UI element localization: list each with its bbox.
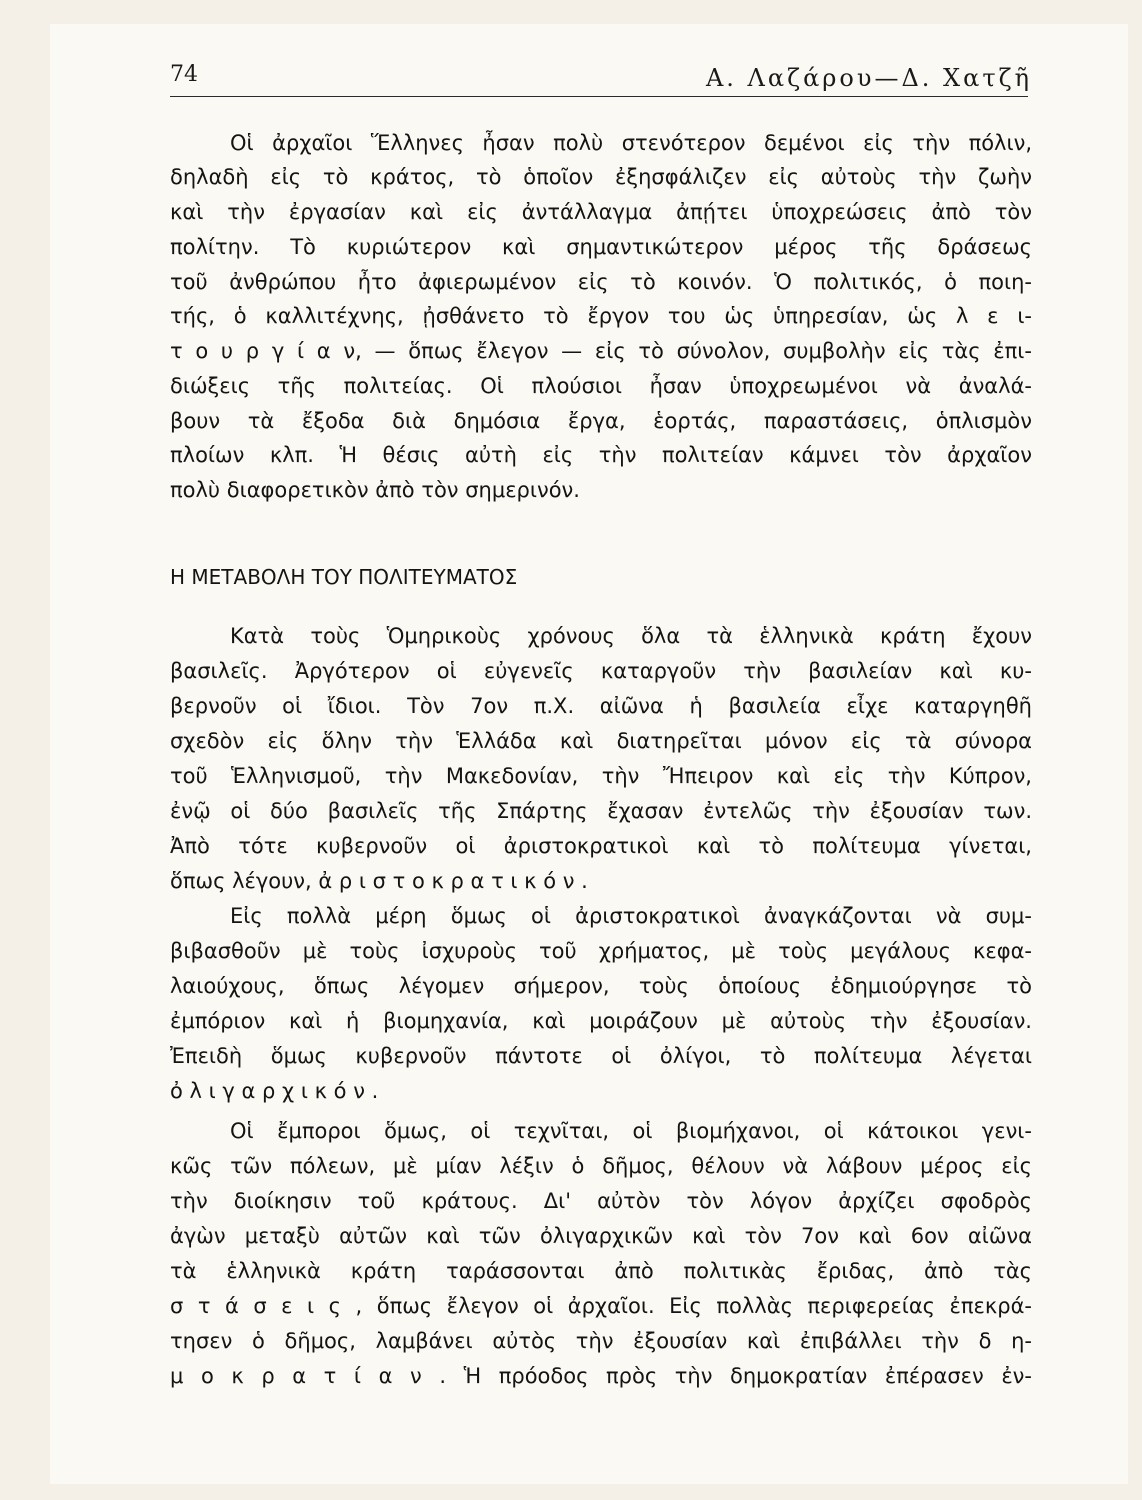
text-line: τής, ὁ καλλιτέχνης, ᾐσθάνετο τὸ ἔργον του ὡς ὑπηρεσίαν, ὡς λ ε ι- — [170, 304, 1032, 328]
text-line: τ ο υ ρ γ ί α ν, — ὅπως ἔλεγον — εἰς τὸ σύνολον, συμβολὴν εἰς τὰς ἐπι- — [170, 339, 1032, 363]
text-line: ἐμπόριον καὶ ἡ βιομηχανία, καὶ μοιράζουν μὲ αὐτοὺς τὴν ἐξουσίαν. — [170, 1009, 1032, 1033]
text-line: βασιλεῖς. Ἀργότερον οἱ εὐγενεῖς καταργοῦν τὴν βασιλείαν καὶ κυ- — [170, 659, 1032, 683]
text-line: βουν τὰ ἔξοδα διὰ δημόσια ἔργα, ἑορτάς, παραστάσεις, ὁπλισμὸν — [170, 409, 1032, 433]
text-line: διώξεις τῆς πολιτείας. Οἱ πλούσιοι ἦσαν ὑποχρεωμένοι νὰ ἀναλά- — [170, 374, 1032, 398]
text-line: πολὺ διαφορετικὸν ἀπὸ τὸν σημερινόν. — [170, 478, 580, 502]
text-line: Ἀπὸ τότε κυβερνοῦν οἱ ἀριστοκρατικοὶ καὶ τὸ πολίτευμα γίνεται, — [170, 834, 1032, 858]
text-line: ὅπως λέγουν, ἀ ρ ι σ τ ο κ ρ α τ ι κ ό ν . — [170, 869, 588, 893]
text-line: Οἱ ἔμποροι ὅμως, οἱ τεχνῖται, οἱ βιομήχανοι, οἱ κάτοικοι γενι- — [230, 1119, 1032, 1143]
text-line: τοῦ Ἑλληνισμοῦ, τὴν Μακεδονίαν, τὴν Ἤπειρον καὶ εἰς τὴν Κύπρον, — [170, 764, 1032, 788]
page-number: 74 — [170, 62, 198, 87]
running-title: Α. Λαζάρου—Δ. Χατζῆ — [705, 64, 1032, 92]
text-line: πολίτην. Τὸ κυριώτερον καὶ σημαντικώτερον μέρος τῆς δράσεως — [170, 235, 1032, 259]
text-line: πλοίων κλπ. Ἡ θέσις αὐτὴ εἰς τὴν πολιτείαν κάμνει τὸν ἀρχαῖον — [170, 443, 1032, 467]
text-line: ἐνῷ οἱ δύο βασιλεῖς τῆς Σπάρτης ἔχασαν ἐντελῶς τὴν ἐξουσίαν των. — [170, 799, 1032, 823]
section-title: Η ΜΕΤΑΒΟΛΗ ΤΟΥ ΠΟΛΙΤΕΥΜΑΤΟΣ — [170, 565, 518, 589]
text-line: Εἰς πολλὰ μέρη ὅμως οἱ ἀριστοκρατικοὶ ἀναγκάζονται νὰ συμ- — [230, 904, 1032, 928]
text-line: τοῦ ἀνθρώπου ἦτο ἀφιερωμένον εἰς τὸ κοινόν. Ὁ πολιτικός, ὁ ποιη- — [170, 270, 1032, 294]
text-line: τησεν ὁ δῆμος, λαμβάνει αὐτὸς τὴν ἐξουσίαν καὶ ἐπιβάλλει τὴν δ η- — [170, 1329, 1032, 1353]
text-line: βιβασθοῦν μὲ τοὺς ἰσχυροὺς τοῦ χρήματος, μὲ τοὺς μεγάλους κεφα- — [170, 939, 1032, 963]
text-line: μ ο κ ρ α τ ί α ν . Ἡ πρόοδος πρὸς τὴν δημοκρατίαν ἐπέρασεν ἐν- — [170, 1364, 1032, 1388]
text-line: λαιούχους, ὅπως λέγομεν σήμερον, τοὺς ὁποίους ἐδημιούργησε τὸ — [170, 974, 1032, 998]
text-line: δηλαδὴ εἰς τὸ κράτος, τὸ ὁποῖον ἐξησφάλιζεν εἰς αὐτοὺς τὴν ζωὴν — [170, 165, 1032, 189]
text-line: κῶς τῶν πόλεων, μὲ μίαν λέξιν ὁ δῆμος, θέλουν νὰ λάβουν μέρος εἰς — [170, 1154, 1032, 1178]
text-line: τὴν διοίκησιν τοῦ κράτους. Δι' αὐτὸν τὸν λόγον ἀρχίζει σφοδρὸς — [170, 1189, 1032, 1213]
text-line: Οἱ ἀρχαῖοι Ἕλληνες ἦσαν πολὺ στενότερον δεμένοι εἰς τὴν πόλιν, — [230, 131, 1032, 155]
text-line: ἀγὼν μεταξὺ αὐτῶν καὶ τῶν ὀλιγαρχικῶν καὶ τὸν 7ον καὶ 6ον αἰῶνα — [170, 1224, 1032, 1248]
text-line: Ἐπειδὴ ὅμως κυβερνοῦν πάντοτε οἱ ὀλίγοι, τὸ πολίτευμα λέγεται — [170, 1044, 1032, 1068]
text-line: καὶ τὴν ἐργασίαν καὶ εἰς ἀντάλλαγμα ἀπῄτει ὑποχρεώσεις ἀπὸ τὸν — [170, 200, 1032, 224]
text-line: ὀ λ ι γ α ρ χ ι κ ό ν . — [170, 1079, 379, 1103]
text-line: τὰ ἑλληνικὰ κράτη ταράσσονται ἀπὸ πολιτικὰς ἔριδας, ἀπὸ τὰς — [170, 1259, 1032, 1283]
text-line: βερνοῦν οἱ ἴδιοι. Τὸν 7ον π.Χ. αἰῶνα ἡ βασιλεία εἶχε καταργηθῆ — [170, 694, 1032, 718]
text-line: σχεδὸν εἰς ὅλην τὴν Ἑλλάδα καὶ διατηρεῖται μόνον εἰς τὰ σύνορα — [170, 729, 1032, 753]
text-line: Κατὰ τοὺς Ὁμηρικοὺς χρόνους ὅλα τὰ ἑλληνικὰ κράτη ἔχουν — [230, 624, 1032, 648]
text-line: σ τ ά σ ε ι ς , ὅπως ἔλεγον οἱ ἀρχαῖοι. Εἰς πολλὰς περιφερείας ἐπεκρά- — [170, 1294, 1032, 1318]
